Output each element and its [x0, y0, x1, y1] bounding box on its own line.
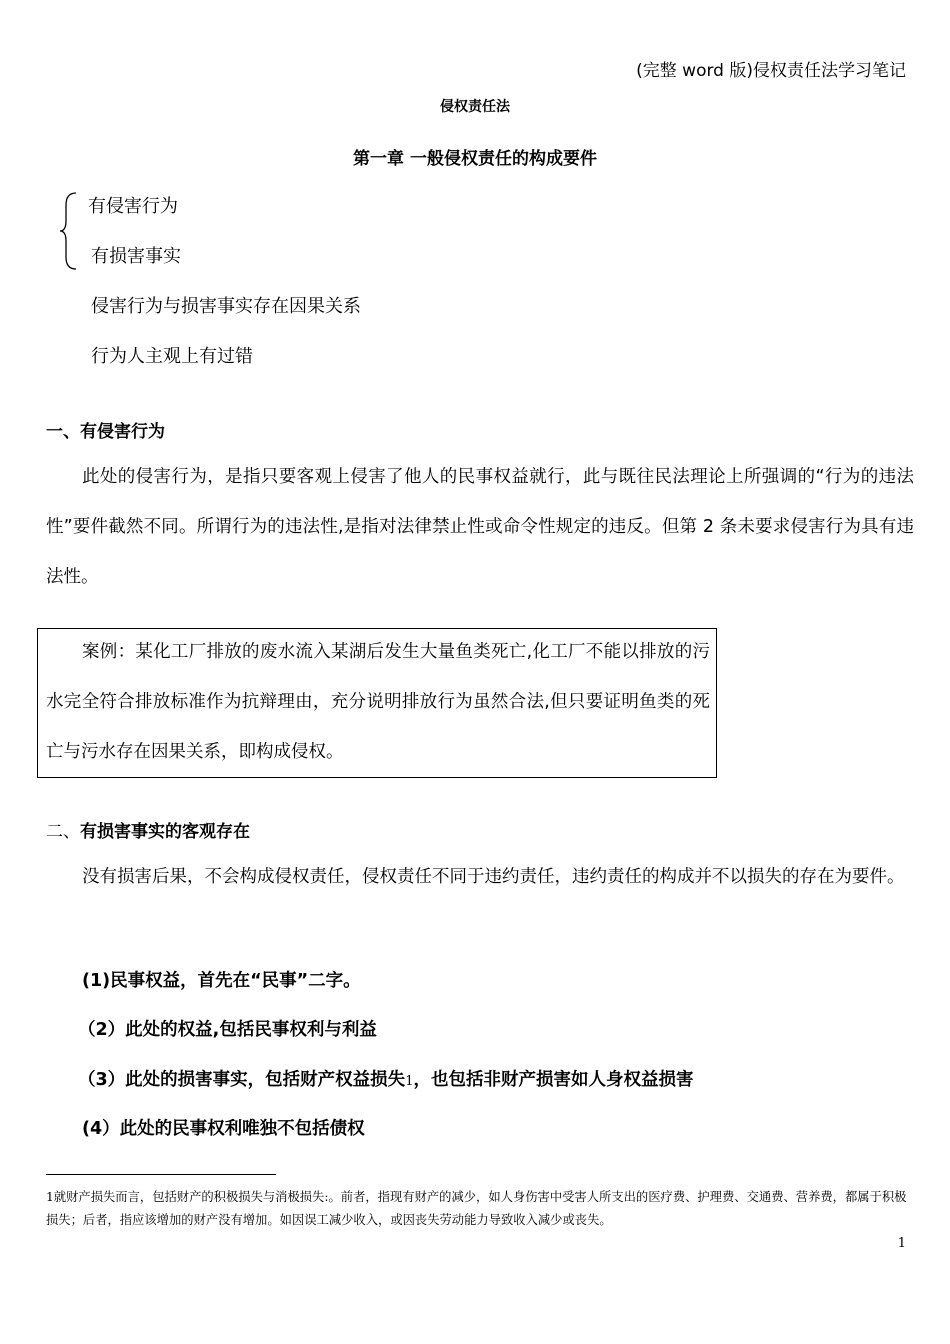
section-heading-number: 二、	[46, 822, 80, 842]
list-item-text: ，也包括非财产损害如人身权益损害	[413, 1070, 694, 1090]
section-paragraph: 此处的侵害行为，是指只要客观上侵害了他人的民事权益就行，此与既往民法理论上所强调的“行为的违法性”要件截然不同。所谓行为的违法性,是指对法律禁止性或命令性规定的违反。但第 2 条未要求侵害行为具有违法性。	[46, 467, 914, 587]
footnote-separator	[46, 1174, 276, 1175]
section-heading-text: 有损害事实的客观存在	[80, 822, 250, 842]
footnote: 1就财产损失而言，包括财产的积极损失与消极损失:。前者，指现有财产的减少，如人身伤害中受害人所支出的医疗费、护理费、交通费、营养费，都属于积极损失；后者，指应该增加的财产没有增加。如因误工减少收入，或因丧失劳动能力导致收入减少或丧失。	[46, 1190, 907, 1227]
list-item-text: （3）此处的损害事实，包括财产权益损失	[78, 1070, 406, 1090]
section-heading: 一、有侵害行为	[46, 422, 165, 442]
footnote-marker[interactable]: 1	[405, 1074, 414, 1089]
case-text: 案例：某化工厂排放的废水流入某湖后发生大量鱼类死亡,化工厂不能以排放的污水完全符合排放标准作为抗辩理由，充分说明排放行为虽然合法,但只要证明鱼类的死亡与污水存在因果关系，即构成侵权。	[46, 642, 710, 762]
element-item: 行为人主观上有过错	[91, 346, 253, 367]
list-item	[78, 1066, 693, 1091]
list-item: (1)民事权益，首先在“民事”二字。	[82, 971, 361, 991]
element-item: 侵害行为与损害事实存在因果关系	[91, 296, 361, 317]
list-item: (4）此处的民事权利唯独不包括债权	[82, 1119, 365, 1139]
element-item: 有损害事实	[91, 246, 181, 267]
case-box	[37, 628, 717, 778]
element-item: 有侵害行为	[88, 196, 178, 217]
list-item: （2）此处的权益,包括民事权利与利益	[78, 1020, 377, 1040]
section-paragraph: 没有损害后果，不会构成侵权责任，侵权责任不同于违约责任，违约责任的构成并不以损失的存在为要件。	[82, 867, 905, 887]
document-title: 侵权责任法	[440, 99, 510, 115]
chapter-title: 第一章 一般侵权责任的构成要件	[353, 149, 597, 169]
page-number: 1	[897, 1236, 906, 1251]
brace-icon	[58, 191, 80, 271]
section-heading	[46, 817, 250, 842]
page-header: (完整 word 版)侵权责任法学习笔记	[636, 61, 906, 81]
